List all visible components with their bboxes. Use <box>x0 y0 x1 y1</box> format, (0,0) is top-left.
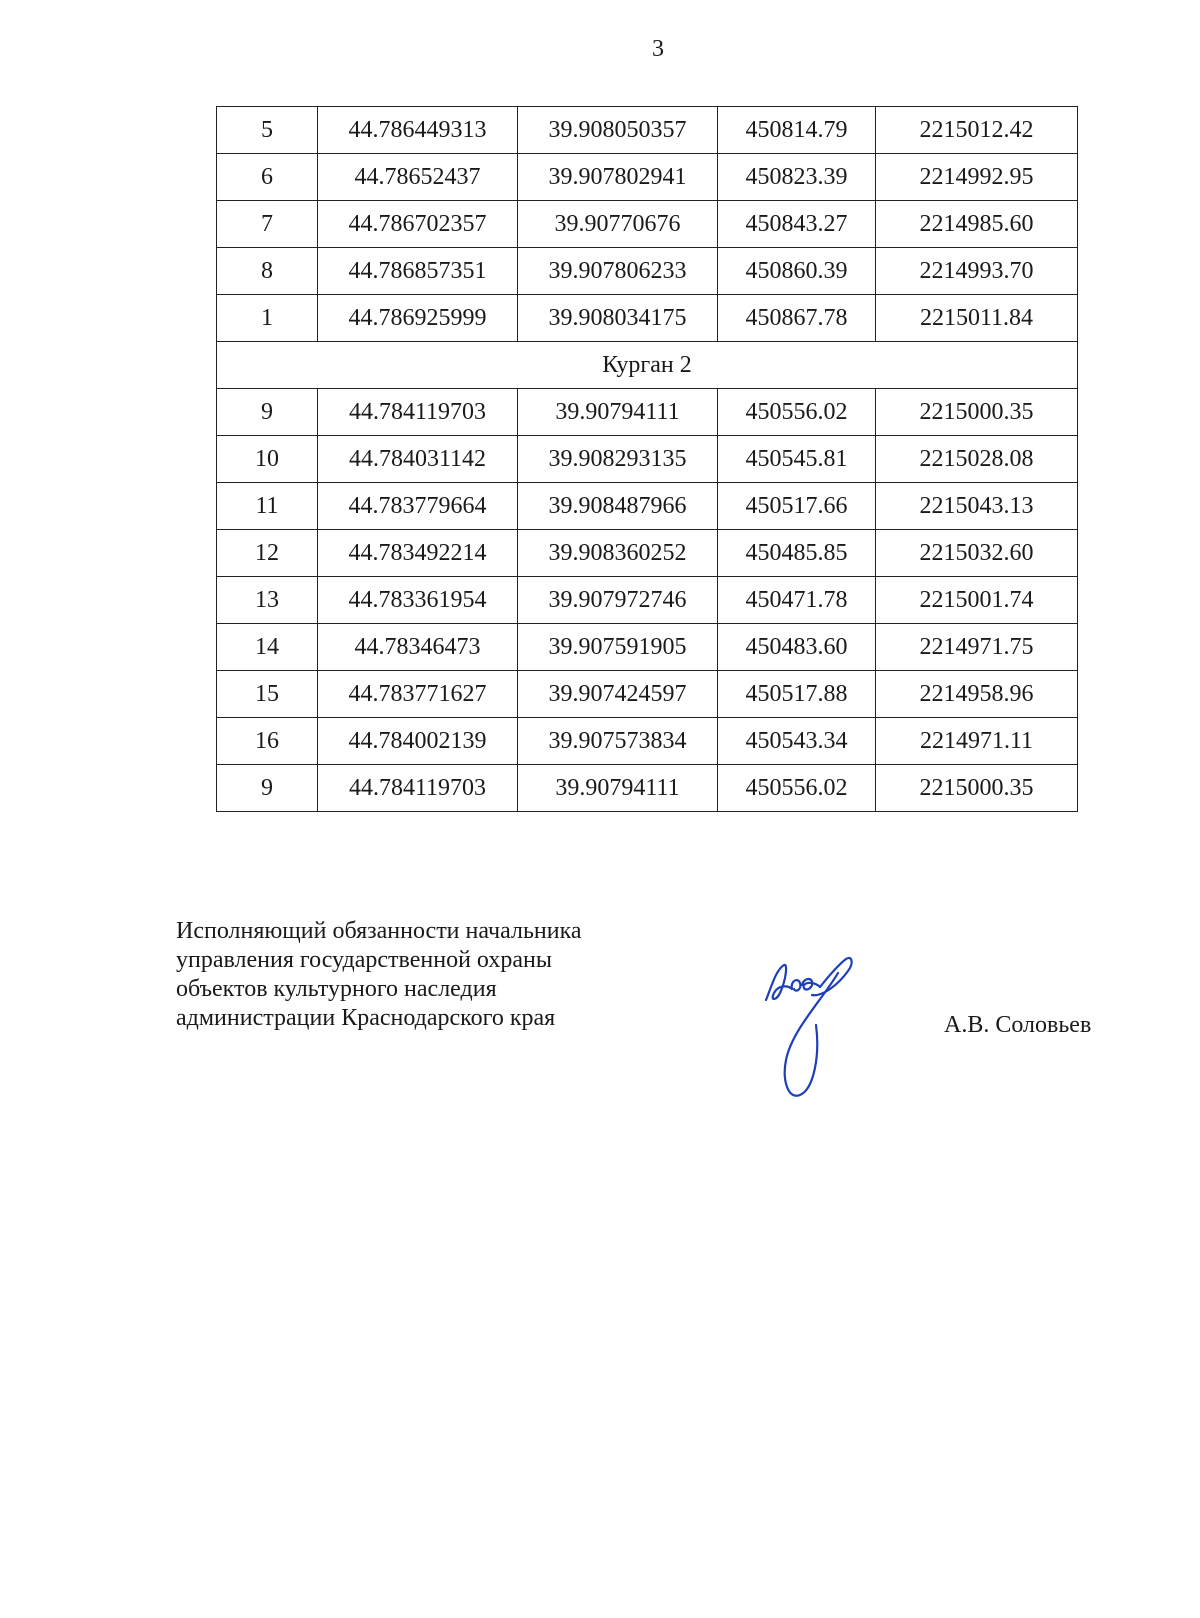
table-cell: 44.786449313 <box>318 107 518 154</box>
table-cell: 2215000.35 <box>876 765 1078 812</box>
table-cell: 39.908360252 <box>518 530 718 577</box>
table-cell: 450485.85 <box>718 530 876 577</box>
table-cell: 8 <box>217 248 318 295</box>
table-cell: 39.908293135 <box>518 436 718 483</box>
table-cell: 2215028.08 <box>876 436 1078 483</box>
table-row <box>217 295 1078 342</box>
table-cell: 2215001.74 <box>876 577 1078 624</box>
table-row <box>217 718 1078 765</box>
table-cell: 9 <box>217 765 318 812</box>
table-cell: 5 <box>217 107 318 154</box>
table-cell: 2214993.70 <box>876 248 1078 295</box>
table-cell: 2214985.60 <box>876 201 1078 248</box>
table-cell: 39.907972746 <box>518 577 718 624</box>
coordinates-table <box>216 106 1078 812</box>
table-row <box>217 671 1078 718</box>
table-cell: 2214971.75 <box>876 624 1078 671</box>
table-cell: 44.783771627 <box>318 671 518 718</box>
table-cell: 2215012.42 <box>876 107 1078 154</box>
table-cell: 11 <box>217 483 318 530</box>
table-row <box>217 201 1078 248</box>
signatory-name: А.В. Соловьев <box>944 1012 1092 1038</box>
table-cell: 39.908050357 <box>518 107 718 154</box>
table-row <box>217 624 1078 671</box>
table-cell: 450483.60 <box>718 624 876 671</box>
table-row <box>217 765 1078 812</box>
table-cell: 14 <box>217 624 318 671</box>
handwritten-signature <box>762 955 872 1105</box>
table-cell: 450471.78 <box>718 577 876 624</box>
table-cell: 2215011.84 <box>876 295 1078 342</box>
table-cell: 39.907424597 <box>518 671 718 718</box>
table-cell: 16 <box>217 718 318 765</box>
page-number: 3 <box>652 36 664 62</box>
table-cell: 450860.39 <box>718 248 876 295</box>
table-cell: 2215043.13 <box>876 483 1078 530</box>
table-cell: 450556.02 <box>718 765 876 812</box>
signatory-title-line: администрации Краснодарского края <box>176 1005 556 1031</box>
table-cell: 44.78652437 <box>318 154 518 201</box>
table-cell: 450556.02 <box>718 389 876 436</box>
table-row <box>217 577 1078 624</box>
table-section <box>217 342 1078 389</box>
table-cell: 450543.34 <box>718 718 876 765</box>
table-cell: 39.90770676 <box>518 201 718 248</box>
section-header-row <box>217 342 1078 389</box>
table-cell: 39.907573834 <box>518 718 718 765</box>
table-cell: 39.908487966 <box>518 483 718 530</box>
table-cell: 44.783492214 <box>318 530 518 577</box>
table-cell: 9 <box>217 389 318 436</box>
table-group-1 <box>217 107 1078 342</box>
table-cell: 2214992.95 <box>876 154 1078 201</box>
table-cell: 44.784002139 <box>318 718 518 765</box>
table-cell: 44.786925999 <box>318 295 518 342</box>
table-row <box>217 389 1078 436</box>
table-cell: 44.78346473 <box>318 624 518 671</box>
table-cell: 44.783779664 <box>318 483 518 530</box>
signatory-title <box>176 917 582 1033</box>
table-cell: 44.786702357 <box>318 201 518 248</box>
table-cell: 2214958.96 <box>876 671 1078 718</box>
table-cell: 13 <box>217 577 318 624</box>
table-row <box>217 107 1078 154</box>
table-cell: 39.907806233 <box>518 248 718 295</box>
table-cell: 450843.27 <box>718 201 876 248</box>
signatory-title-line: Исполняющий обязанности начальника <box>176 918 582 944</box>
table-cell: 10 <box>217 436 318 483</box>
table-cell: 44.784119703 <box>318 389 518 436</box>
table-row <box>217 530 1078 577</box>
table-cell: 39.907802941 <box>518 154 718 201</box>
table-cell: 450545.81 <box>718 436 876 483</box>
table-cell: 39.908034175 <box>518 295 718 342</box>
signatory-title-line: объектов культурного наследия <box>176 976 497 1002</box>
section-header: Курган 2 <box>217 342 1078 389</box>
table-cell: 450517.66 <box>718 483 876 530</box>
table-row <box>217 154 1078 201</box>
table-cell: 39.907591905 <box>518 624 718 671</box>
table-cell: 44.786857351 <box>318 248 518 295</box>
table-cell: 450823.39 <box>718 154 876 201</box>
table-row <box>217 436 1078 483</box>
table-cell: 39.90794111 <box>518 765 718 812</box>
table-cell: 15 <box>217 671 318 718</box>
table-cell: 44.783361954 <box>318 577 518 624</box>
table-cell: 7 <box>217 201 318 248</box>
table-group-2 <box>217 389 1078 812</box>
table-row <box>217 483 1078 530</box>
table-cell: 2215032.60 <box>876 530 1078 577</box>
table-cell: 6 <box>217 154 318 201</box>
table-cell: 450814.79 <box>718 107 876 154</box>
table-cell: 44.784031142 <box>318 436 518 483</box>
table-cell: 2215000.35 <box>876 389 1078 436</box>
table-cell: 450867.78 <box>718 295 876 342</box>
table-cell: 450517.88 <box>718 671 876 718</box>
table-row <box>217 248 1078 295</box>
table-cell: 2214971.11 <box>876 718 1078 765</box>
signatory-title-line: управления государственной охраны <box>176 947 552 973</box>
table-cell: 44.784119703 <box>318 765 518 812</box>
table-cell: 1 <box>217 295 318 342</box>
table-cell: 12 <box>217 530 318 577</box>
table-cell: 39.90794111 <box>518 389 718 436</box>
